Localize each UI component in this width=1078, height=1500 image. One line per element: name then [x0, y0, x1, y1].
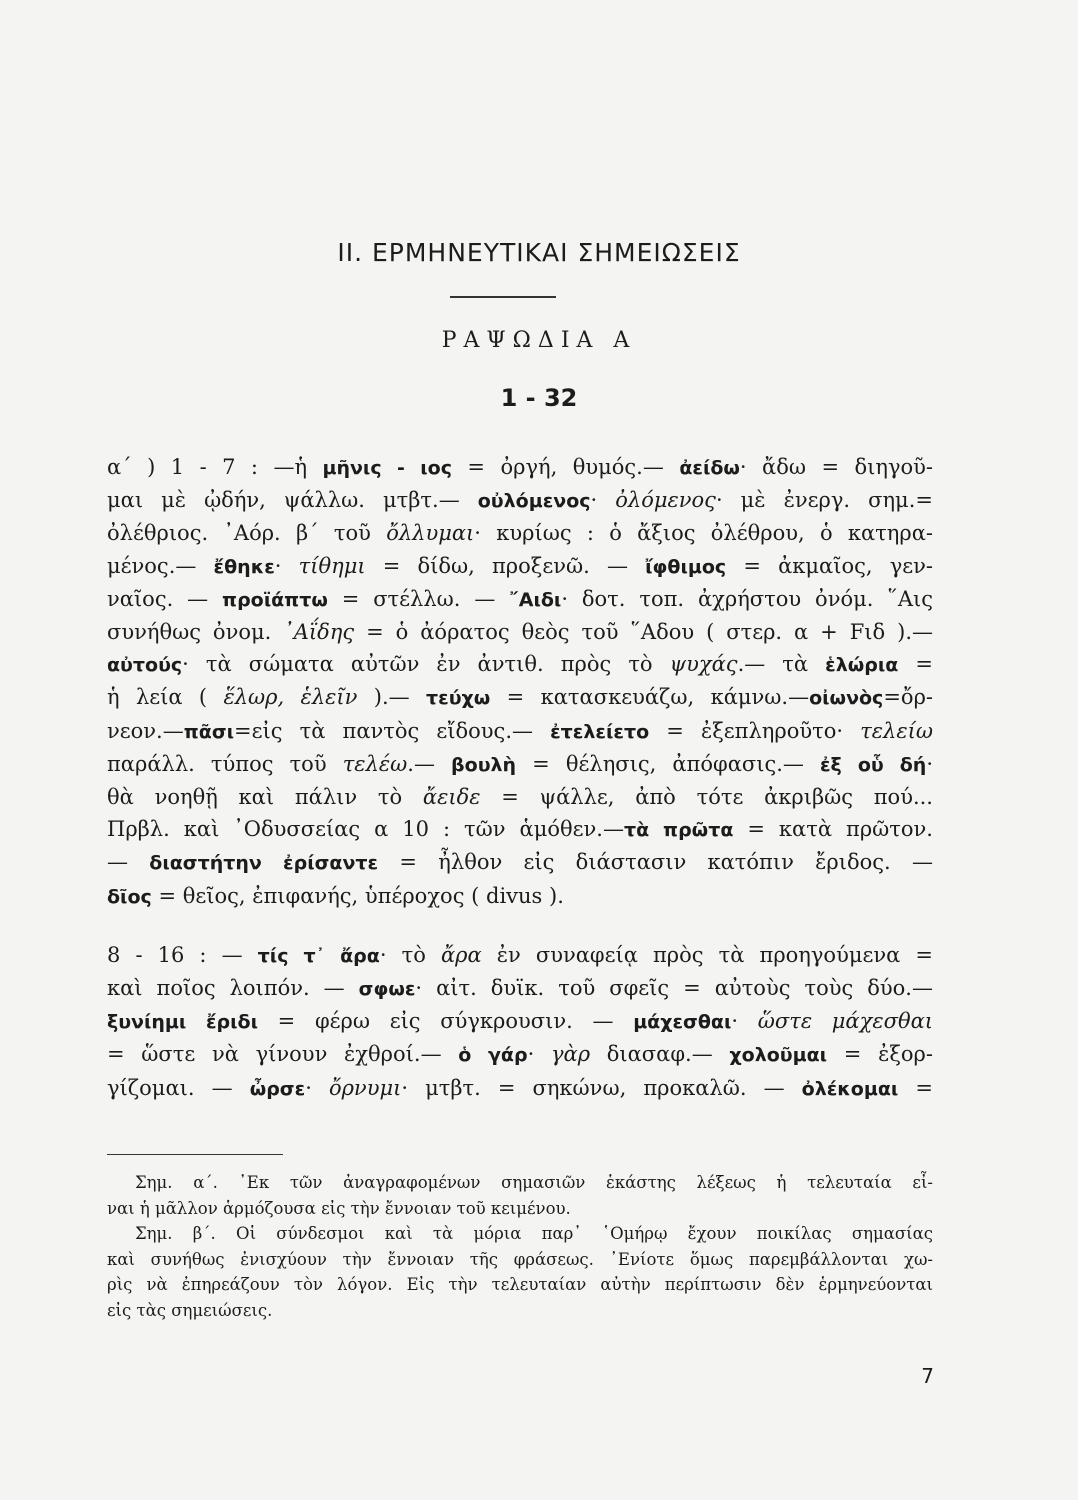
- gloss-form: ψυχάς: [669, 652, 738, 677]
- lemma: χολοῦμαι: [729, 1044, 828, 1067]
- gloss-text: ·: [590, 488, 616, 513]
- lemma: τεύχω: [426, 687, 491, 710]
- footnote-line: Σημ. α΄. ᾿Εκ τῶν ἀναγραφομένων σημασιῶν ἑκάστης λέξεως ἡ τελευταία εἶ-: [135, 1173, 933, 1192]
- lemma: τίς τ᾿ ἄρα: [257, 944, 380, 967]
- lemma: δῖος: [107, 885, 152, 908]
- footnote-line: ρὶς νὰ ἐπηρεάζουν τὸν λόγον. Εἰς τὴν τελευταίαν αὐτὴν περίπτωσιν δὲν ἑρμηνεύονται: [107, 1275, 933, 1294]
- lemma: ὀλέκομαι: [801, 1077, 899, 1100]
- text-line: [107, 616, 933, 648]
- lemma: ὦρσε: [249, 1077, 306, 1100]
- gloss-text: ·: [731, 1009, 758, 1034]
- paragraph-verses-8-16: [107, 939, 933, 1105]
- lemma: ἀείδω: [679, 457, 740, 479]
- paragraph-verses-1-7: [107, 451, 933, 913]
- text-line: [107, 681, 933, 714]
- lemma: μῆνις - ιος: [322, 457, 452, 479]
- gloss-text: · κυρίως : ὁ ἄξιος ὀλέθρου, ὁ κατηρα-: [474, 521, 933, 546]
- gloss-text: γίζομαι. —: [107, 1075, 250, 1100]
- text-line: [107, 1038, 933, 1071]
- footnote-line: Σημ. β΄. Οἱ σύνδεσμοι καὶ τὰ μόρια παρ᾿ ῾Ομήρῳ ἔχουν ποικίλας σημασίας: [135, 1224, 933, 1243]
- footnote-line: εἰς τὰς σημειώσεις.: [107, 1300, 273, 1320]
- gloss-text: —: [107, 850, 150, 875]
- heading-divider: [450, 296, 556, 298]
- gloss-text: =: [898, 1075, 933, 1100]
- gloss-text: = ἦλθον εἰς διάστασιν κατόπιν ἔριδος. —: [378, 850, 933, 875]
- text-line: [107, 484, 933, 517]
- text-line: [107, 813, 933, 846]
- gloss-text: μαι μὲ ᾠδήν, ψάλλω. μτβτ.—: [107, 488, 478, 513]
- gloss-form: γὰρ: [550, 1042, 591, 1067]
- gloss-text: Πρβλ. καὶ ᾿Οδυσσείας α 10 : τῶν ἁμόθεν.—: [107, 817, 624, 842]
- lemma: οὐλόμενος: [477, 490, 591, 513]
- commentary-body: [107, 451, 933, 1105]
- text-line: [107, 451, 933, 484]
- gloss-text: ἡ λεία (: [107, 685, 224, 710]
- gloss-text: ·: [926, 751, 933, 776]
- gloss-text: ·: [274, 553, 299, 578]
- gloss-text: =: [898, 652, 934, 677]
- text-line: [107, 939, 933, 972]
- gloss-text: καὶ ποῖος λοιπόν. —: [107, 976, 359, 1001]
- gloss-form: ὀλόμενος: [615, 488, 716, 513]
- gloss-text: = ἐξεπληροῦτο·: [649, 718, 861, 743]
- gloss-form: τελείω: [860, 718, 933, 743]
- gloss-form: ὄρνυμι: [328, 1075, 402, 1100]
- gloss-text: · ἄδω = διηγοῦ-: [739, 455, 933, 479]
- gloss-text: = κατασκευάζω, κάμνω.—: [490, 685, 810, 710]
- text-line: [107, 781, 933, 813]
- text-line: [107, 1005, 933, 1038]
- gloss-text: = ὥστε νὰ γίνουν ἐχθροί.—: [107, 1042, 459, 1067]
- lemma: σφωε: [358, 978, 416, 1001]
- text-line: [107, 715, 933, 748]
- gloss-text: ὀλέθριος. ᾿Αόρ. β΄ τοῦ: [107, 521, 387, 546]
- gloss-text: παράλλ. τύπος τοῦ: [107, 751, 343, 776]
- gloss-text: · δοτ. τοπ. ἀχρήστου ὀνόμ. ῞Αις: [561, 586, 933, 611]
- lemma: ἔθηκε: [213, 555, 275, 578]
- gloss-text: = θεῖος, ἐπιφανής, ὑπέροχος ( divus ).: [151, 883, 564, 908]
- rhapsody-title: ΡΑΨΩΔΙΑ Α: [441, 328, 637, 353]
- gloss-text: · τὸ: [379, 942, 441, 967]
- gloss-text: · τὰ σώματα αὐτῶν ἐν ἀντιθ. πρὸς τὸ: [182, 652, 670, 677]
- gloss-text: ·: [527, 1042, 551, 1067]
- gloss-form: ᾿Αΐδης: [283, 620, 355, 645]
- footnote-line: ναι ἡ μᾶλλον ἁρμόζουσα εἰς τὴν ἔννοιαν τοῦ κειμένου.: [107, 1198, 571, 1218]
- gloss-text: = ὀργή, θυμός.—: [451, 455, 680, 479]
- gloss-text: .— τὰ: [737, 652, 826, 677]
- gloss-text: = ἀκμαῖος, γεν-: [726, 553, 933, 578]
- gloss-text: =ὄρ-: [883, 685, 934, 710]
- lemma: μάχεσθαι: [633, 1011, 732, 1034]
- lemma: προϊάπτω: [222, 588, 328, 611]
- gloss-form: τελέω: [342, 751, 408, 776]
- gloss-text: μένος.—: [107, 553, 214, 578]
- text-line: [107, 748, 933, 781]
- text-line: [107, 880, 933, 913]
- gloss-text: = κατὰ πρῶτον.: [733, 817, 933, 842]
- lemma: ξυνίημι ἔριδι: [107, 1011, 258, 1034]
- footnotes: [107, 1170, 933, 1323]
- gloss-text: = φέρω εἰς σύγκρουσιν. —: [257, 1009, 634, 1034]
- gloss-form: ὥστε μάχεσθαι: [757, 1009, 933, 1034]
- gloss-form: ἄρα: [440, 942, 482, 967]
- gloss-form: ὄλλυμαι: [386, 521, 475, 546]
- gloss-text: ·: [305, 1075, 329, 1100]
- gloss-text: 8 - 16 : —: [107, 942, 258, 967]
- lemma: ἑλώρια: [825, 654, 899, 677]
- text-line: [107, 1072, 933, 1105]
- text-line: [107, 550, 933, 583]
- bleed-through-mark: [888, 62, 928, 88]
- gloss-text: συνήθως ὀνομ.: [107, 620, 284, 645]
- gloss-text: .—: [407, 751, 452, 776]
- gloss-text: = ψάλλε, ἀπὸ τότε ἀκριβῶς πού...: [480, 785, 933, 810]
- text-line: [107, 846, 933, 879]
- lemma: τὰ πρῶτα: [623, 819, 734, 842]
- text-line: [107, 583, 933, 616]
- gloss-text: = στέλλω. —: [327, 586, 510, 611]
- gloss-text: =εἰς τὰ παντὸς εἴδους.—: [234, 718, 551, 743]
- text-line: [107, 648, 933, 681]
- lemma: ἐξ οὗ δή: [819, 753, 927, 776]
- gloss-text: ναῖος. —: [107, 586, 223, 611]
- lemma: ὁ γάρ: [458, 1044, 528, 1067]
- verse-range: 1 - 32: [500, 384, 578, 412]
- gloss-form: ἕλωρ, ἑλεῖν: [223, 685, 358, 710]
- gloss-text: ἐν συναφείᾳ πρὸς τὰ προηγούμενα =: [481, 942, 933, 967]
- section-heading: II. ΕΡΜΗΝΕΥΤΙΚΑΙ ΣΗΜΕΙΩΣΕΙΣ: [337, 238, 741, 267]
- gloss-form: τίθημι: [298, 553, 366, 578]
- gloss-text: · μὲ ἐνεργ. σημ.=: [715, 488, 933, 513]
- text-line: [107, 972, 933, 1005]
- lemma: πᾶσι: [183, 720, 235, 743]
- lemma: ἐτελείετο: [550, 720, 650, 743]
- gloss-text: · μτβτ. = σηκώνω, προκαλῶ. —: [401, 1075, 802, 1100]
- lemma: ἴφθιμος: [645, 555, 727, 578]
- lemma: ῎Αιδι: [509, 588, 562, 611]
- text-line: [107, 517, 933, 549]
- page-number: 7: [921, 1364, 934, 1388]
- gloss-text: α΄ ) 1 - 7 : —ἡ: [107, 455, 323, 479]
- lemma: οἰωνὸς: [809, 687, 884, 710]
- gloss-text: = δίδω, προξενῶ. —: [365, 553, 646, 578]
- gloss-text: = θέλησις, ἀπόφασις.—: [516, 751, 820, 776]
- lemma: αὐτούς: [107, 654, 183, 677]
- gloss-form: ἄειδε: [422, 785, 481, 810]
- gloss-text: = ὁ ἀόρατος θεὸς τοῦ ῞Αδου ( στερ. α + Fιδ ).—: [354, 620, 934, 645]
- gloss-text: θὰ νοηθῇ καὶ πάλιν τὸ: [107, 785, 423, 810]
- lemma: διαστήτην ἐρίσαντε: [149, 852, 379, 875]
- gloss-text: ).—: [357, 685, 426, 710]
- gloss-text: · αἰτ. δυϊκ. τοῦ σφεῖς = αὐτοὺς τοὺς δύο.—: [415, 976, 933, 1001]
- lemma: βουλὴ: [451, 753, 517, 776]
- gloss-text: = ἐξορ-: [827, 1042, 934, 1067]
- gloss-text: διασαφ.—: [590, 1042, 730, 1067]
- footnote-divider: [107, 1154, 283, 1155]
- footnote-line: καὶ συνήθως ἐνισχύουν τὴν ἔννοιαν τῆς φράσεως. ᾿Ενίοτε ὅμως παρεμβάλλονται χω-: [107, 1249, 933, 1269]
- gloss-text: νεον.—: [107, 718, 184, 743]
